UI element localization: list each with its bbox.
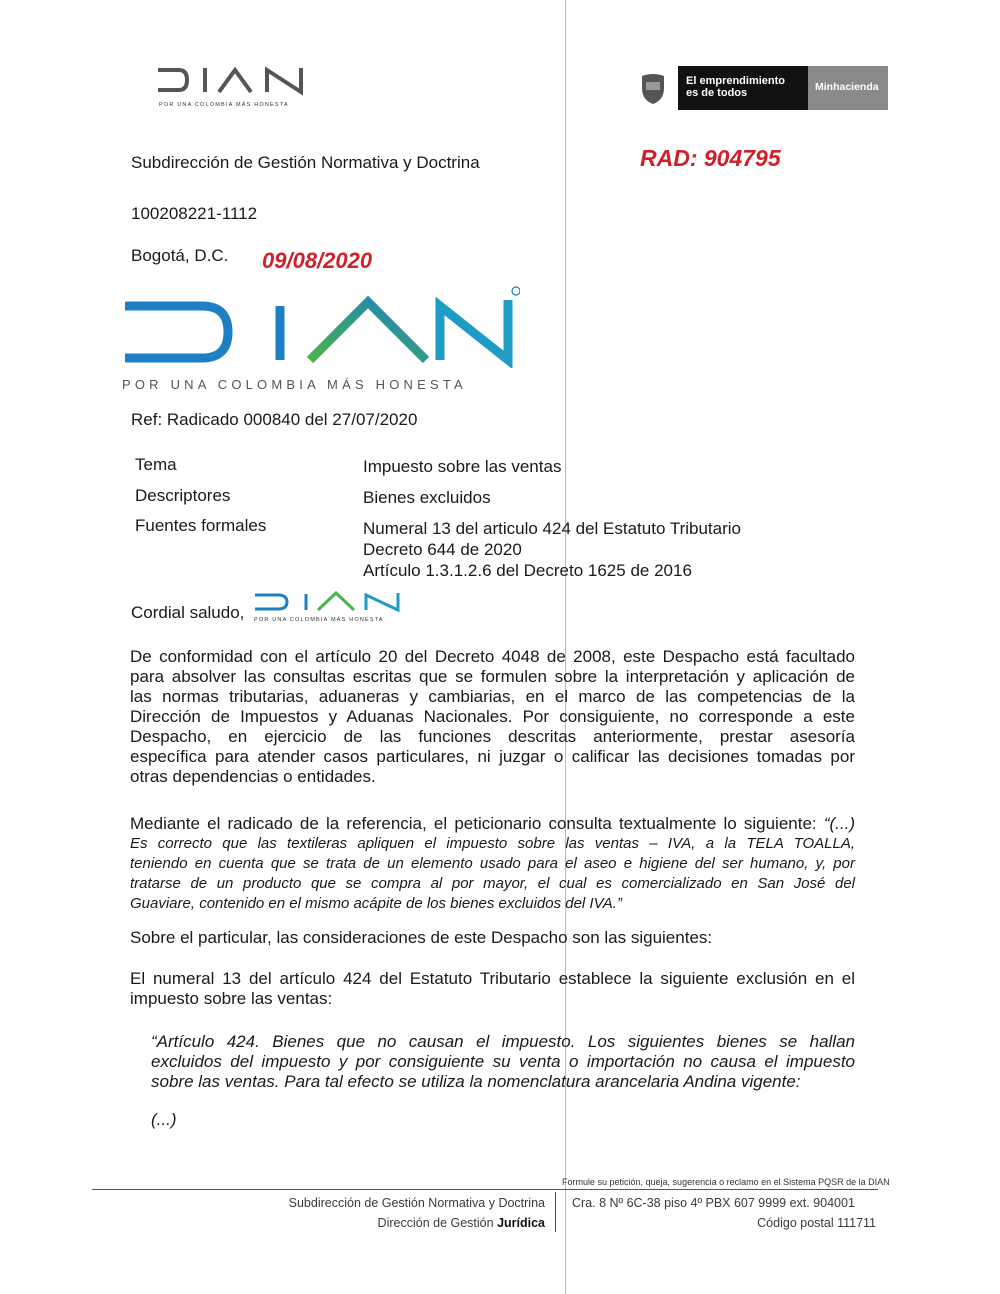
footer-office (200, 1193, 545, 1233)
p1-line: para absolver las consultas escritas que se formulen sobre la interpretación y aplicación de (130, 667, 855, 686)
fuente-2: Decreto 644 de 2020 (363, 540, 522, 559)
dian-large-tagline: POR UNA COLOMBIA MÁS HONESTA (122, 377, 467, 392)
dian-logo-icon (155, 62, 315, 98)
paragraph-1 (130, 647, 855, 787)
dian-large-logo-icon (120, 284, 520, 368)
p2-quote-line: Guaviare, contenido en el mismo acápite de los bienes excluidos del IVA.” (130, 895, 622, 912)
fuente-3: Artículo 1.3.1.2.6 del Decreto 1625 de 2016 (363, 561, 692, 580)
article-quote-line: “Artículo 424. Bienes que no causan el impuesto. Los siguientes bienes se hallan (151, 1032, 855, 1051)
gov-banner-line1: El emprendimiento (686, 75, 786, 87)
gov-banner-grey (808, 66, 888, 110)
date-stamp: 09/08/2020 (262, 248, 373, 273)
p2-quote-line: tratarse de un producto que se compra al por mayor, el cual es comercializado en San José del (130, 875, 855, 892)
meta-fuentes-label: Fuentes formales (135, 516, 267, 535)
gov-banner (636, 66, 888, 110)
footer-office-line1: Subdirección de Gestión Normativa y Doctrina (288, 1196, 545, 1210)
article-quote-line: excluidos del impuesto y por consiguiente su venta o importación no causa el impuesto (151, 1052, 855, 1071)
dian-header-logo (155, 62, 315, 108)
footer-pqsr: Formule su petición, queja, sugerencia o reclamo en el Sistema PQSR de la DIAN (562, 1177, 890, 1187)
p2-quote-open: “(...) (823, 814, 855, 833)
meta-descriptores-value: Bienes excluidos (363, 488, 491, 507)
minhacienda-label: Minhacienda (815, 81, 879, 93)
p1-line: Dirección de Impuestos y Aduanas Nacionales. Por consiguiente, no corresponde a este (130, 707, 855, 726)
p2-first-line (130, 814, 855, 834)
letter-city: Bogotá, D.C. (131, 246, 229, 265)
rad-number: RAD: 904795 (640, 145, 781, 171)
reference: Ref: Radicado 000840 del 27/07/2020 (131, 410, 418, 429)
gov-banner-line2: es de todos (686, 87, 748, 99)
footer-separator-left (555, 1192, 556, 1232)
coat-of-arms-icon (636, 72, 670, 106)
footer-rule (92, 1189, 878, 1190)
dian-header-tagline: POR UNA COLOMBIA MÁS HONESTA (159, 102, 289, 108)
p1-line: Despacho, en ejercicio de las funciones descritas anteriormente, prestar asesoría (130, 727, 855, 746)
dian-small-logo (252, 590, 407, 623)
p1-line: las normas tributarias, aduaneras y cambiarias, en el marco de las competencias de la (130, 687, 855, 706)
dian-small-logo-icon (252, 590, 407, 614)
footer-address (572, 1193, 876, 1233)
footer-office-line2: Dirección de Gestión Jurídica (377, 1216, 545, 1230)
p4-line: impuesto sobre las ventas: (130, 989, 333, 1008)
paragraph-2 (130, 814, 855, 914)
dian-large-logo (120, 284, 520, 392)
p1-line: De conformidad con el artículo 20 del Decreto 4048 de 2008, este Despacho está facultado (130, 647, 855, 666)
footer-office-bold: Jurídica (497, 1216, 545, 1230)
p2-quote-line: teniendo en cuenta que se trata de un elemento usado para el aseo e higiene del ser humano, y, por (130, 855, 855, 872)
greeting: Cordial saludo, (131, 603, 245, 622)
dian-small-tagline: POR UNA COLOMBIA MÁS HONESTA (254, 617, 384, 623)
article-quote-line: sobre las ventas. Para tal efecto se utiliza la nomenclatura arancelaria Andina vigente: (151, 1072, 801, 1091)
office-title: Subdirección de Gestión Normativa y Doctrina (131, 153, 480, 172)
footer-postal: Código postal 111711 (757, 1216, 876, 1230)
meta-tema-label: Tema (135, 455, 177, 474)
p1-line: otras dependencias o entidades. (130, 767, 376, 786)
footer-address-line: Cra. 8 Nº 6C-38 piso 4º PBX 607 9999 ext. 904001 (572, 1196, 855, 1210)
fuente-1: Numeral 13 del articulo 424 del Estatuto Tributario (363, 519, 741, 538)
paragraph-3: Sobre el particular, las consideraciones de este Despacho son las siguientes: (130, 928, 713, 947)
article-quote (151, 1032, 855, 1092)
p4-line: El numeral 13 del artículo 424 del Estatuto Tributario establece la siguiente exclusión en el (130, 969, 855, 988)
letter-number: 100208221-1112 (131, 204, 258, 223)
gov-banner-dark (678, 66, 808, 110)
meta-fuentes-values (363, 518, 741, 581)
ellipsis: (...) (151, 1110, 177, 1129)
p2-intro: Mediante el radicado de la referencia, el peticionario consulta textualmente lo siguiente: (130, 814, 824, 833)
meta-descriptores-label: Descriptores (135, 486, 231, 505)
paragraph-4 (130, 969, 855, 1009)
p2-quote-line: Es correcto que las textileras apliquen el impuesto sobre las ventas – IVA, a la TELA TOALLA, (130, 835, 855, 852)
meta-tema-value: Impuesto sobre las ventas (363, 457, 562, 476)
p2-quote (130, 834, 855, 914)
p1-line: específica para atender casos particulares, ni juzgar o calificar las decisiones tomadas por (130, 747, 855, 766)
